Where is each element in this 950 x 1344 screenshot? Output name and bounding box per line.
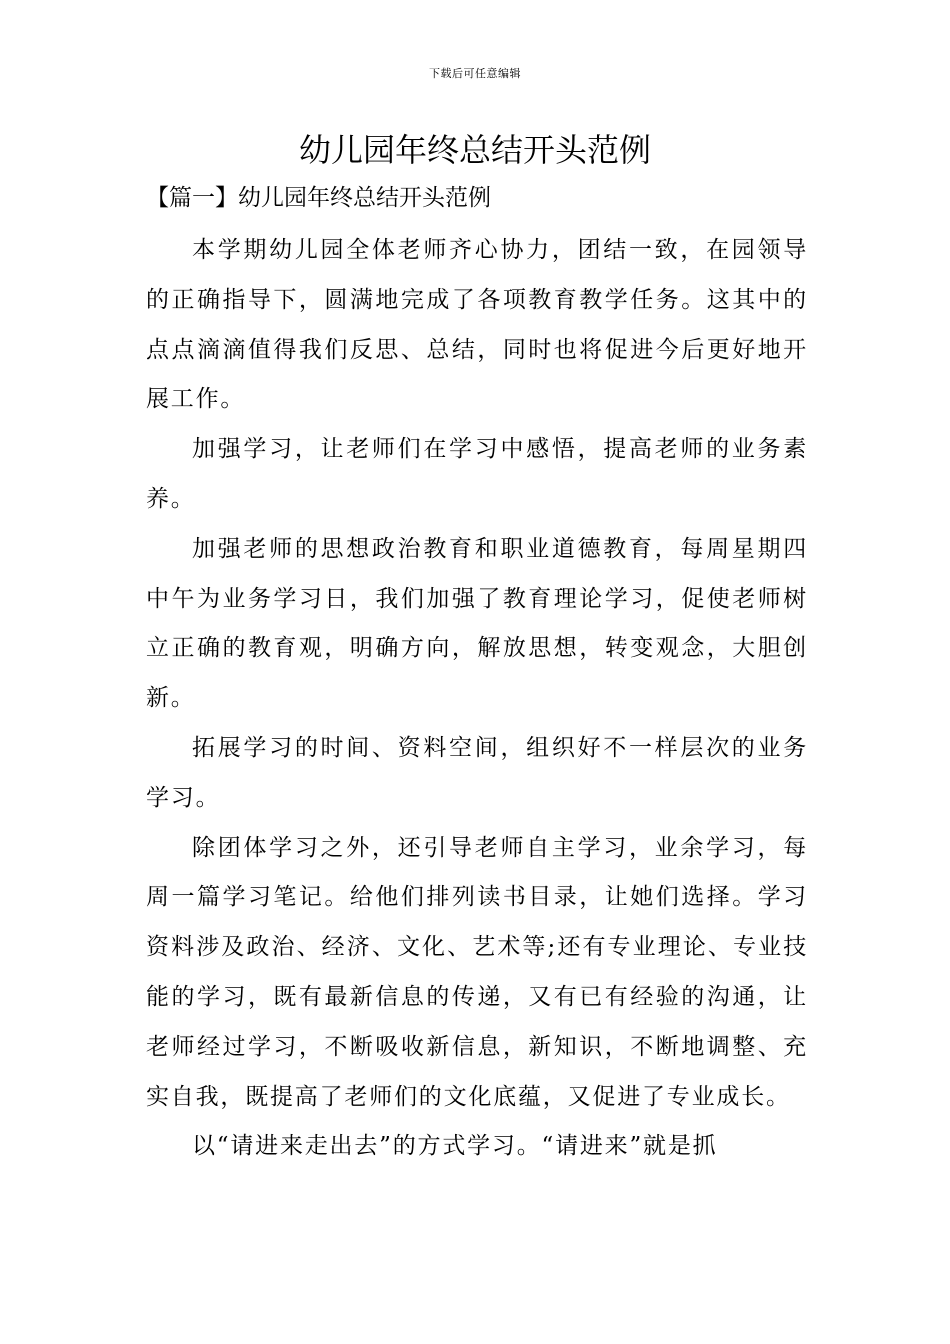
paragraph: 本学期幼儿园全体老师齐心协力，团结一致，在园领导的正确指导下，圆满地完成了各项教育教学任务。这其中的点点滴滴值得我们反思、总结，同时也将促进今后更好地开展工作。 [146,237,808,413]
section-heading: 【篇一】幼儿园年终总结开头范例 [146,185,491,211]
paragraph: 加强学习，让老师们在学习中感悟，提高老师的业务素养。 [146,436,808,512]
paragraph: 加强老师的思想政治教育和职业道德教育，每周星期四中午为业务学习日，我们加强了教育理论学习，促使老师树立正确的教育观，明确方向，解放思想，转变观念，大胆创新。 [146,535,808,712]
paragraph: 以“请进来走出去”的方式学习。“请进来”就是抓 [192,1133,718,1160]
document-title: 幼儿园年终总结开头范例 [298,131,651,169]
paragraph: 拓展学习的时间、资料空间，组织好不一样层次的业务学习。 [146,734,808,811]
body-text [146,226,808,1172]
paragraph: 除团体学习之外，还引导老师自主学习，业余学习，每周一篇学习笔记。给他们排列读书目录，让她们选择。学习资料涉及政治、经济、文化、艺术等;还有专业理论、专业技能的学习，既有最新信息的传递，又有已有经验的沟通，让老师经过学习，不断吸收新信息，新知识，不断地调整、充实自我，既提高了老师们的文化底蕴，又促进了专业成长。 [146,834,808,1110]
header-note: 下载后可任意编辑 [429,67,521,80]
